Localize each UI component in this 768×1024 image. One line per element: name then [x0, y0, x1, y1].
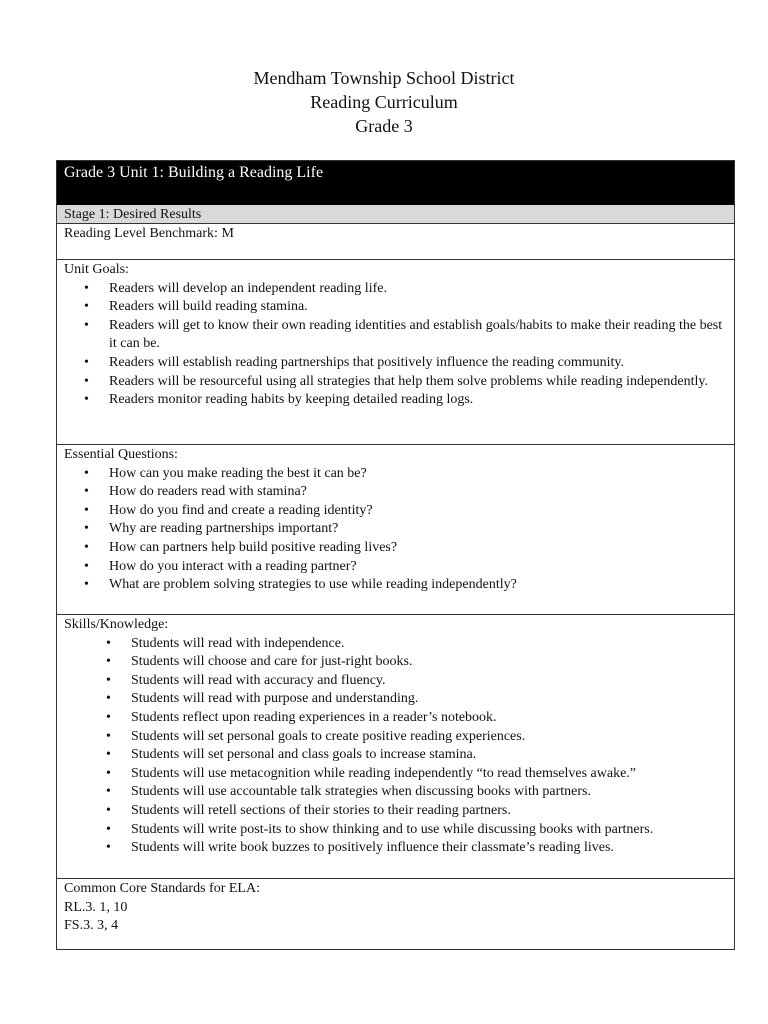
list-item-text: Why are reading partnerships important?	[109, 521, 339, 537]
district-name: Mendham Township School District	[253, 68, 515, 88]
skills-heading: Skills/Knowledge:	[64, 617, 169, 632]
list-item	[64, 728, 724, 747]
grade-title: Grade 3	[355, 116, 413, 136]
bullet-icon: •	[106, 672, 111, 688]
list-item	[64, 653, 724, 672]
bullet-icon: •	[106, 747, 111, 763]
list-item-text: Students will retell sections of their stories to their reading partners.	[131, 802, 511, 818]
bullet-icon: •	[84, 484, 89, 500]
list-item-text: Students reflect upon reading experiences in a reader’s notebook.	[131, 709, 497, 725]
list-item	[64, 783, 724, 802]
standard-rl: RL.3. 1, 10	[64, 899, 128, 915]
list-item	[64, 672, 724, 691]
list-item-text: Students will read with purpose and understanding.	[131, 691, 419, 707]
list-item	[64, 765, 724, 784]
list-item-text: How do readers read with stamina?	[109, 484, 307, 500]
list-item	[64, 690, 724, 709]
list-item	[64, 317, 724, 354]
bullet-icon: •	[84, 354, 89, 370]
bullet-icon: •	[106, 821, 111, 837]
unit-title: Grade 3 Unit 1: Building a Reading Life	[57, 161, 734, 205]
bullet-icon: •	[106, 784, 111, 800]
curriculum-table	[56, 160, 735, 950]
list-item-text: Students will write book buzzes to positively influence their classmate’s reading lives.	[131, 840, 614, 856]
list-item-text: Readers will establish reading partnerships that positively influence the reading community.	[109, 354, 625, 370]
skills-row	[57, 615, 734, 879]
bullet-icon: •	[84, 373, 89, 389]
bullet-icon: •	[84, 392, 89, 408]
list-item-text: How can partners help build positive reading lives?	[109, 539, 398, 555]
bullet-icon: •	[84, 299, 89, 315]
unit-goals-heading: Unit Goals:	[64, 262, 129, 277]
list-item	[64, 502, 724, 521]
bullet-icon: •	[106, 840, 111, 856]
list-item-text: Readers will be resourceful using all strategies that help them solve problems while reading independently.	[109, 373, 708, 389]
list-item	[64, 635, 724, 654]
curriculum-title: Reading Curriculum	[310, 92, 458, 112]
list-item-text: How can you make reading the best it can be?	[109, 465, 367, 481]
list-item	[64, 373, 724, 392]
bullet-icon: •	[106, 635, 111, 651]
standard-fs: FS.3. 3, 4	[64, 918, 119, 934]
document-header	[0, 66, 768, 138]
bullet-icon: •	[84, 577, 89, 593]
list-item-text: Students will write post-its to show thinking and to use while discussing books with partners.	[131, 821, 654, 837]
bullet-icon: •	[84, 521, 89, 537]
list-item-text: Students will use accountable talk strategies when discussing books with partners.	[131, 784, 591, 800]
list-item	[64, 539, 724, 558]
list-item	[64, 576, 724, 595]
list-item	[64, 465, 724, 484]
essential-questions-list	[64, 465, 724, 595]
list-item-text: How do you interact with a reading partner?	[109, 558, 357, 574]
benchmark-row	[57, 224, 734, 260]
unit-goals-row	[57, 260, 734, 445]
bullet-icon: •	[84, 317, 89, 333]
bullet-icon: •	[84, 558, 89, 574]
bullet-icon: •	[106, 802, 111, 818]
bullet-icon: •	[106, 728, 111, 744]
list-item-text: Readers monitor reading habits by keeping detailed reading logs.	[109, 392, 474, 408]
stage-heading: Stage 1: Desired Results	[57, 205, 734, 224]
bullet-icon: •	[106, 709, 111, 725]
benchmark-text: Reading Level Benchmark: M	[64, 226, 234, 241]
essential-questions-heading: Essential Questions:	[64, 447, 178, 462]
list-item-text: Students will set personal goals to create positive reading experiences.	[131, 728, 526, 744]
bullet-icon: •	[84, 280, 89, 296]
bullet-icon: •	[84, 539, 89, 555]
list-item	[64, 354, 724, 373]
bullet-icon: •	[84, 502, 89, 518]
bullet-icon: •	[106, 765, 111, 781]
list-item-text: Readers will build reading stamina.	[109, 299, 308, 315]
standards-heading: Common Core Standards for ELA:	[64, 881, 260, 896]
list-item-text: Students will use metacognition while reading independently “to read themselves awake.”	[131, 765, 637, 781]
bullet-icon: •	[106, 691, 111, 707]
list-item	[64, 802, 724, 821]
list-item	[64, 520, 724, 539]
list-item	[64, 298, 724, 317]
list-item	[64, 839, 724, 858]
list-item-text: Students will read with accuracy and fluency.	[131, 672, 386, 688]
standards-row	[57, 879, 734, 949]
skills-list	[64, 635, 724, 858]
list-item	[64, 746, 724, 765]
essential-questions-row	[57, 445, 734, 615]
list-item	[64, 280, 724, 299]
list-item-text: Students will set personal and class goals to increase stamina.	[131, 747, 477, 763]
list-item	[64, 391, 724, 410]
list-item	[64, 558, 724, 577]
bullet-icon: •	[106, 654, 111, 670]
list-item	[64, 709, 724, 728]
unit-goals-list	[64, 280, 724, 410]
list-item-text: Students will read with independence.	[131, 635, 345, 651]
list-item-text: What are problem solving strategies to use while reading independently?	[109, 577, 517, 593]
bullet-icon: •	[84, 465, 89, 481]
list-item	[64, 483, 724, 502]
list-item-text: Readers will develop an independent reading life.	[109, 280, 387, 296]
list-item-text: Readers will get to know their own reading identities and establish goals/habits to make their reading the best it can be.	[109, 317, 723, 352]
list-item-text: Students will choose and care for just-right books.	[131, 654, 413, 670]
list-item-text: How do you find and create a reading identity?	[109, 502, 373, 518]
list-item	[64, 821, 724, 840]
